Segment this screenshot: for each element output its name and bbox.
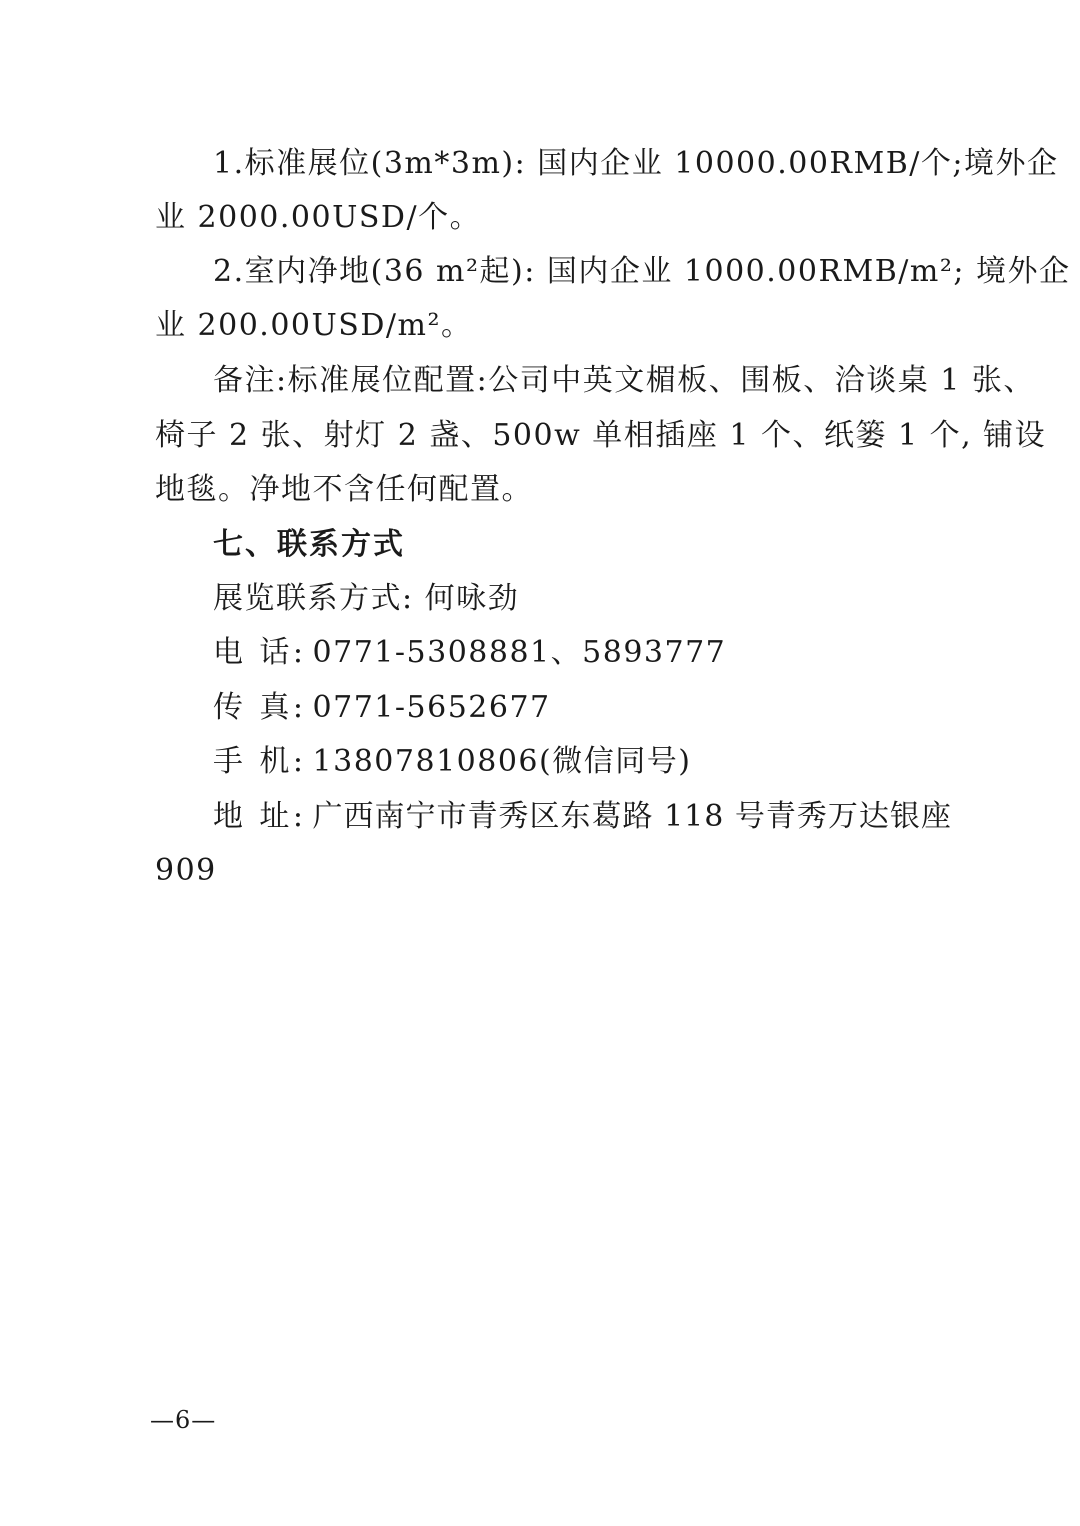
pricing-note-line2: 椅子 2 张、射灯 2 盏、500w 单相插座 1 个、纸篓 1 个, 铺设 — [155, 418, 1047, 453]
contact-address-row — [213, 790, 952, 844]
contact-person: 展览联系方式: 何咏劲 — [213, 581, 520, 616]
section-heading-contact: 七、联系方式 — [213, 527, 405, 562]
address-label: 地 址: — [213, 799, 303, 834]
pricing-item1-line2: 业 2000.00USD/个。 — [155, 200, 482, 235]
pricing-item1-line1: 1.标准展位(3m*3m): 国内企业 10000.00RMB/个;境外企 — [213, 146, 1059, 181]
pricing-item2-line2: 业 200.00USD/m²。 — [155, 308, 473, 343]
address-value-line2: 909 — [155, 853, 217, 888]
page-number: —6— — [150, 1406, 217, 1434]
contact-fax-row — [213, 681, 935, 735]
contact-phone-row — [213, 626, 935, 680]
phone-label: 电 话: — [213, 635, 303, 670]
pricing-note-line3: 地毯。净地不含任何配置。 — [155, 472, 533, 507]
phone-value: 0771-5308881、5893777 — [312, 635, 727, 670]
fax-value: 0771-5652677 — [312, 690, 551, 725]
mobile-value: 13807810806(微信同号) — [312, 744, 692, 779]
fax-label: 传 真: — [213, 690, 303, 725]
contact-mobile-row — [213, 735, 935, 789]
mobile-label: 手 机: — [213, 744, 303, 779]
address-value-line1: 广西南宁市青秀区东葛路 118 号青秀万达银座 — [312, 799, 952, 834]
pricing-note-line1: 备注:标准展位配置:公司中英文楣板、围板、洽谈桌 1 张、 — [213, 363, 1035, 398]
pricing-item2-line1: 2.室内净地(36 m²起): 国内企业 1000.00RMB/m²; 境外企 — [213, 254, 1071, 289]
